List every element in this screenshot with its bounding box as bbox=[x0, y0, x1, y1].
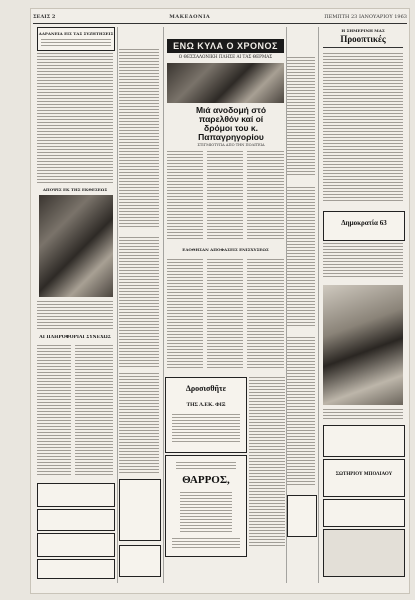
right-column bbox=[321, 27, 405, 589]
right-ad-1 bbox=[323, 425, 405, 457]
page-header bbox=[33, 11, 407, 24]
right-kicker: Η ΣΗΜΕΡΙΝΗ ΜΑΣ bbox=[341, 28, 385, 33]
right-ad-2 bbox=[323, 459, 405, 497]
center-ad-drosisthite bbox=[165, 377, 247, 453]
center-headline: Μιά ανοδομή στό παρελθόν καί οί δρόμοι του κ. Παπαγρηγορίου bbox=[195, 105, 267, 142]
center-subbanner: Ο ΘΕΣΣΑΛΟΝΙΚΗ ΠΛΗΣΕ ΑΙ ΤΑΣ ΘΕΡΜΑΣ bbox=[178, 54, 273, 59]
left-photo-caption: ΑΠΟΨΙΣ ΕΚ ΤΗΣ ΕΚΘΕΣΕΩΣ bbox=[42, 187, 108, 192]
center-ad2-title: ΘΑΡΡΟΣ, bbox=[182, 474, 230, 486]
left-ad-2 bbox=[37, 509, 115, 531]
newspaper-name: ΜΑΚΕΔΟΝΙΑ bbox=[169, 14, 211, 20]
center-ad1-title: Δροσισθῆτε bbox=[185, 384, 227, 393]
issue-date: ΠΕΜΠΤΗ 23 ΙΑΝΟΥΑΡΙΟΥ 1963 bbox=[324, 14, 407, 20]
center-banner: ΕΝΩ ΚΥΛΑ Ο ΧΡΟΝΟΣ bbox=[167, 39, 284, 53]
left-ad-1 bbox=[37, 483, 115, 507]
left-photo bbox=[39, 195, 113, 297]
center-ad1-product: ΤΗΣ Λ.ΕΚ. ΦΙΞ bbox=[186, 402, 226, 408]
right-ad-4 bbox=[323, 529, 405, 577]
right-photo bbox=[323, 285, 403, 405]
center-ad-tharros bbox=[165, 455, 247, 557]
listings-small-ad bbox=[119, 545, 161, 577]
listings-column bbox=[119, 27, 159, 589]
listings-box-ad bbox=[119, 479, 161, 541]
left-top-box bbox=[37, 27, 115, 51]
left-ad-3 bbox=[37, 533, 115, 557]
right-title: Προοπτικές bbox=[340, 34, 386, 44]
right-ad-dimokratia bbox=[323, 211, 405, 241]
narrow-ad bbox=[287, 495, 317, 537]
left-ad-4 bbox=[37, 559, 115, 579]
left-section-title: ΑΙ ΠΛΗΡΟΦΟΡΙΑΙ ΣΥΝΕΧΩΣ bbox=[39, 335, 111, 340]
newspaper-page bbox=[30, 8, 410, 594]
right-ad-title: Δημοκρατία 63 bbox=[341, 219, 387, 227]
left-column bbox=[35, 27, 115, 589]
center-deck: ΣΤΙΓΜΙΟΤΥΠΑ ΑΠΟ ΤΗΝ ΠΟΛΙΤΕΙΑ bbox=[197, 143, 265, 147]
center-photo bbox=[167, 63, 284, 103]
right-center-column bbox=[249, 377, 285, 589]
left-top-headline: ΑΔΡΑΝΕΙΑ ΕΙΣ ΤΑΣ ΣΥΖΗΤΗΣΕΙΣ bbox=[38, 31, 114, 36]
center-lower-headline: ΕΔΟΘΗΣΑΝ ΑΠΟΦΑΣΕΙΣ ΕΝΙΣΧΥΣΕΩΣ bbox=[182, 247, 269, 252]
left-article-text bbox=[37, 53, 113, 183]
right-ad-bottom: ΣΩΤΗΡΙΟΥ ΜΠΟΛΙΑΟΥ bbox=[335, 472, 393, 477]
right-ad-3 bbox=[323, 499, 405, 527]
page-number: ΣΕΛΙΣ 2 bbox=[33, 14, 56, 20]
narrow-column bbox=[287, 27, 315, 589]
